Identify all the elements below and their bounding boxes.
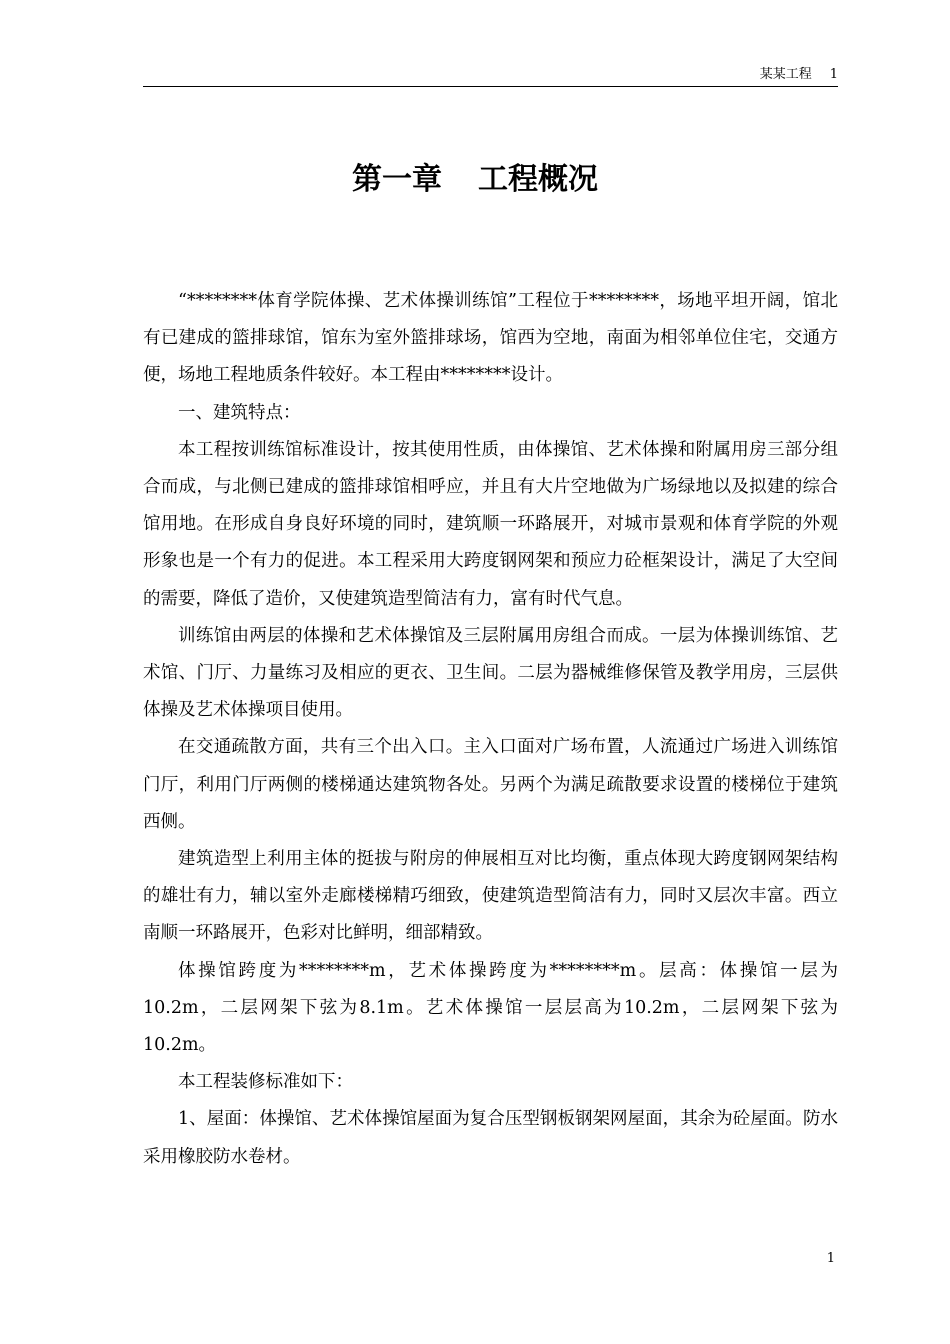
header-text — [760, 66, 838, 84]
paragraph-form: 建筑造型上利用主体的挺拔与附房的伸展相互对比均衡，重点体现大跨度钢网架结构的雄壮有力，辅以室外走廊楼梯精巧细致，使建筑造型简洁有力，同时又层次丰富。西立南顺一环路展开，色彩对比鲜明，细部精致。 — [143, 849, 838, 944]
footer-page-number: 1 — [826, 1251, 835, 1266]
paragraph-layout: 训练馆由两层的体操和艺术体操馆及三层附属用房组合而成。一层为体操训练馆、艺术馆、门厅、力量练习及相应的更衣、卫生间。二层为器械维修保管及教学用房，三层供体操及艺术体操项目使用。 — [143, 625, 838, 721]
paragraph-dimensions: 体操馆跨度为********m，艺术体操跨度为********m。层高：体操馆一层为10.2m，二层网架下弦为8.1m。艺术体操馆一层层高为10.2m，二层网架下弦为10.2m。 — [143, 960, 838, 1056]
paragraph-intro: “********体育学院体操、艺术体操训练馆”工程位于********，场地平坦开阔，馆北有已建成的篮排球馆，馆东为室外篮排球场，馆西为空地，南面为相邻单位住宅，交通方便，场地工程地质条件较好。本工程由********设计。 — [143, 291, 838, 386]
paragraph-design: 本工程按训练馆标准设计，按其使用性质，由体操馆、艺术体操和附属用房三部分组合而成，与北侧已建成的篮排球馆相呼应，并且有大片空地做为广场绿地以及拟建的综合馆用地。在形成自身良好环境的同时，建筑顺一环路展开，对城市景观和体育学院的外观形象也是一个有力的促进。本工程采用大跨度钢网架和预应力砼框架设计，满足了大空间的需要，降低了造价，又使建筑造型简洁有力，富有时代气息。 — [143, 439, 838, 609]
paragraph-roof: 1、屋面：体操馆、艺术体操馆屋面为复合压型钢板钢架网屋面，其余为砼屋面。防水采用橡胶防水卷材。 — [143, 1109, 838, 1167]
document-body — [143, 283, 838, 1176]
header-title: 某某工程 — [759, 67, 812, 82]
paragraph-circulation: 在交通疏散方面，共有三个出入口。主入口面对广场布置，人流通过广场进入训练馆门厅，利用门厅两侧的楼梯通达建筑物各处。另两个为满足疏散要求设置的楼梯位于建筑西侧。 — [143, 737, 838, 832]
chapter-number: 第一章 — [352, 162, 442, 197]
page-header — [143, 66, 838, 87]
paragraph-finish-intro: 本工程装修标准如下： — [178, 1072, 353, 1093]
chapter-title — [0, 158, 950, 202]
section-heading-architecture: 一、建筑特点： — [178, 402, 301, 423]
header-page-number: 1 — [829, 67, 838, 82]
chapter-heading: 工程概况 — [478, 162, 598, 197]
